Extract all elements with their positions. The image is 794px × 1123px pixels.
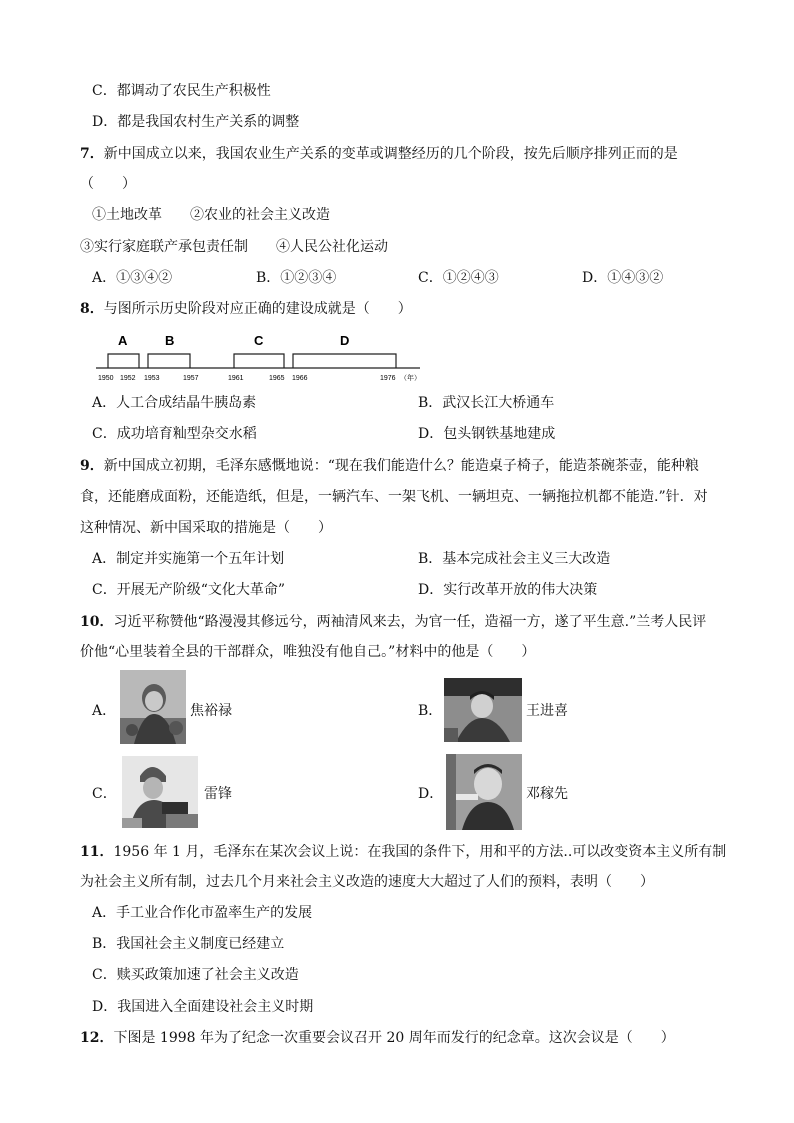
segment-label-a: A <box>118 333 128 348</box>
question-11-line-2: 为社会主义所有制，过去几个月来社会主义改造的速度大大超过了人们的预料，表明（ ） <box>80 874 654 890</box>
year-label: 1957 <box>183 375 199 382</box>
segment-label-b: B <box>165 333 175 348</box>
segment-label-c: C <box>254 333 264 348</box>
question-8-stem <box>80 299 412 319</box>
question-number: 11． <box>80 844 114 860</box>
year-label: 1961 <box>228 375 244 382</box>
segment-d-bracket <box>293 354 396 368</box>
question-text: 新中国成立以来，我国农业生产关系的变革或调整经历的几个阶段，按先后顺序排列正而的是 <box>103 146 678 162</box>
option-c: C．都调动了农民生产积极性 <box>92 83 271 99</box>
year-unit-label: （年） <box>400 375 421 382</box>
segment-label-d: D <box>340 333 350 348</box>
timeline-figure <box>94 328 424 384</box>
portrait-photo-b <box>444 678 522 742</box>
question-8-option-a[interactable]: A．人工合成结晶牛胰岛素 <box>92 395 257 411</box>
question-10-option-d[interactable]: D． <box>418 786 444 802</box>
question-number: 9． <box>80 458 104 474</box>
question-9-option-d[interactable]: D．实行改革开放的伟大决策 <box>418 582 598 598</box>
question-number: 7． <box>80 146 104 162</box>
question-12-stem <box>80 1028 675 1048</box>
question-9-option-a[interactable]: A．制定并实施第一个五年计划 <box>92 551 285 567</box>
question-9-option-c[interactable]: C．开展无产阶级“文化大革命” <box>92 582 286 598</box>
year-label: 1953 <box>144 375 160 382</box>
question-text: 下图是 1998 年为了纪念一次重要会议召开 20 周年而发行的纪念章。这次会议是（ ） <box>113 1030 675 1046</box>
question-9-line-1 <box>80 456 699 476</box>
question-text: 1956 年 1 月，毛泽东在某次会议上说：在我国的条件下，用和平的方法..可以改变资本主义所有制 <box>113 844 727 860</box>
question-number: 10． <box>80 614 114 630</box>
question-10-line-2: 价他“心里装着全县的干部群众，唯独没有他自己。”材料中的他是（ ） <box>80 644 536 660</box>
portrait-photo-d <box>446 754 522 830</box>
question-11-option-b[interactable]: B．我国社会主义制度已经建立 <box>92 936 285 952</box>
question-11-option-c[interactable]: C．赎买政策加速了社会主义改造 <box>92 967 299 983</box>
question-7-items-1: ①土地改革 ②农业的社会主义改造 <box>92 207 330 223</box>
question-7-option-b[interactable]: B．①②③④ <box>256 270 337 286</box>
portrait-photo-a <box>120 670 186 744</box>
question-9-option-b[interactable]: B．基本完成社会主义三大改造 <box>418 551 611 567</box>
question-7-option-c[interactable]: C．①②④③ <box>418 270 499 286</box>
portrait-photo-c <box>122 756 198 828</box>
year-label: 1952 <box>120 375 136 382</box>
option-d: D．都是我国农村生产关系的调整 <box>92 114 300 130</box>
question-10-option-a-name: 焦裕禄 <box>190 703 232 719</box>
question-10-line-1 <box>80 612 706 632</box>
question-7-paren: （ ） <box>80 176 136 192</box>
question-11-option-d[interactable]: D．我国进入全面建设社会主义时期 <box>92 999 314 1015</box>
question-8-option-d[interactable]: D．包头钢铁基地建成 <box>418 426 556 442</box>
segment-c-bracket <box>234 354 284 368</box>
question-11-option-a[interactable]: A．手工业合作化市盈率生产的发展 <box>92 905 313 921</box>
question-10-option-c[interactable]: C． <box>92 786 117 802</box>
segment-b-bracket <box>148 354 190 368</box>
question-7-stem <box>80 144 678 164</box>
year-label: 1976 <box>380 375 396 382</box>
question-8-option-c[interactable]: C．成功培育籼型杂交水稻 <box>92 426 257 442</box>
segment-a-bracket <box>108 354 139 368</box>
question-number: 8． <box>80 301 104 317</box>
year-label: 1966 <box>292 375 308 382</box>
question-10-option-a[interactable]: A． <box>92 703 117 719</box>
question-8-option-b[interactable]: B．武汉长江大桥通车 <box>418 395 555 411</box>
question-7-option-d[interactable]: D．①④③② <box>582 270 664 286</box>
question-10-option-b[interactable]: B． <box>418 703 443 719</box>
year-label: 1950 <box>98 375 114 382</box>
question-11-line-1 <box>80 842 726 862</box>
question-10-option-b-name: 王进喜 <box>526 703 568 719</box>
question-7-items-2: ③实行家庭联产承包责任制 ④人民公社化运动 <box>80 239 388 255</box>
question-number: 12． <box>80 1030 114 1046</box>
question-text: 与图所示历史阶段对应正确的建设成就是（ ） <box>103 301 412 317</box>
question-7-option-a[interactable]: A．①③④② <box>92 270 173 286</box>
question-text: 习近平称赞他“路漫漫其修远兮，两袖清风来去，为官一任，造福一方，遂了平生意.”兰考人民评 <box>113 614 707 630</box>
question-text: 新中国成立初期，毛泽东感慨地说：“现在我们能造什么？能造桌子椅子，能造茶碗茶壶，能种粮 <box>103 458 699 474</box>
question-10-option-d-name: 邓稼先 <box>526 786 568 802</box>
year-label: 1965 <box>269 375 285 382</box>
question-9-line-3: 这种情况、新中国采取的措施是（ ） <box>80 520 332 536</box>
question-10-option-c-name: 雷锋 <box>204 786 232 802</box>
question-9-line-2: 食，还能磨成面粉，还能造纸，但是，一辆汽车、一架飞机、一辆坦克、一辆拖拉机都不能造.”针．对 <box>80 489 708 505</box>
